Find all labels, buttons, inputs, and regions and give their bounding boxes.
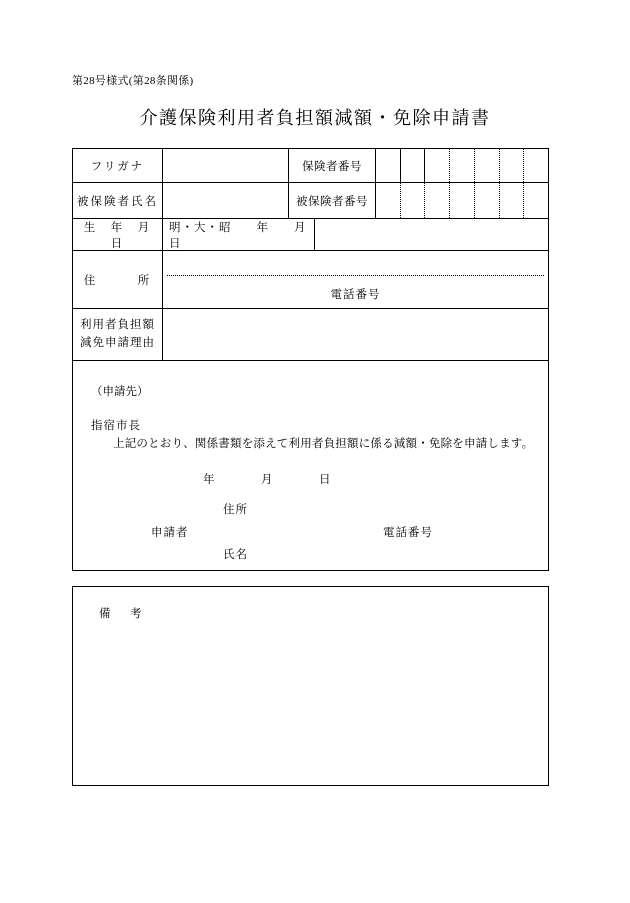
page-title: 介護保険利用者負担額減額・免除申請書 xyxy=(139,108,491,128)
application-table xyxy=(72,148,549,571)
reason-label xyxy=(73,309,163,360)
insured-name-label: 被保険者氏名 xyxy=(73,183,163,218)
furigana-value[interactable] xyxy=(163,149,288,182)
insured-number-box[interactable] xyxy=(401,183,426,218)
furigana-label: フリガナ xyxy=(73,149,163,182)
table-row-birthdate xyxy=(73,219,548,251)
destination-label: （申請先） xyxy=(91,386,149,398)
insured-number-box[interactable] xyxy=(475,183,500,218)
insured-number-box[interactable] xyxy=(425,183,450,218)
birthdate-extra[interactable] xyxy=(315,219,548,250)
applicant-label: 申請者 xyxy=(151,527,189,539)
applicant-name-label: 氏名 xyxy=(223,549,248,561)
insurer-number-label: 保険者番号 xyxy=(288,149,376,182)
address-label: 住 所 xyxy=(73,251,163,308)
statement-block xyxy=(73,361,548,570)
remarks-label: 備 考 xyxy=(99,608,146,620)
insured-number-label: 被保険者番号 xyxy=(288,183,376,218)
table-row-furigana xyxy=(73,149,548,183)
table-row-address xyxy=(73,251,548,309)
insured-number-box[interactable] xyxy=(524,183,548,218)
form-number: 第28号様式(第28条関係) xyxy=(72,75,194,87)
insurer-number-box[interactable] xyxy=(500,149,525,182)
insured-name-value[interactable] xyxy=(163,183,288,218)
reason-label-line2: 減免申請理由 xyxy=(80,336,155,349)
mayor-label: 指宿市長 xyxy=(91,420,141,432)
birthdate-label: 生 年 月 日 xyxy=(73,219,163,250)
applicant-telephone-label: 電話番号 xyxy=(383,527,433,539)
table-row-insured-name xyxy=(73,183,548,219)
insured-number-box[interactable] xyxy=(376,183,401,218)
reason-label-line1: 利用者負担額 xyxy=(80,319,155,332)
insurer-number-box[interactable] xyxy=(425,149,450,182)
insurer-number-box[interactable] xyxy=(376,149,401,182)
reason-value[interactable] xyxy=(163,309,548,360)
statement-text: 上記のとおり、関係書類を添えて利用者負担額に係る減額・免除を申請します。 xyxy=(113,438,534,450)
table-row-reason xyxy=(73,309,548,361)
insured-number-boxes[interactable] xyxy=(376,183,548,218)
statement-date[interactable]: 年 月 日 xyxy=(203,474,334,486)
insurer-number-box[interactable] xyxy=(450,149,475,182)
address-value[interactable] xyxy=(163,251,548,308)
insurer-number-boxes[interactable] xyxy=(376,149,548,182)
insured-number-box[interactable] xyxy=(500,183,525,218)
insurer-number-box[interactable] xyxy=(475,149,500,182)
applicant-address-label: 住所 xyxy=(223,504,248,516)
birthdate-value[interactable]: 明・大・昭 年 月 日 xyxy=(163,219,315,250)
telephone-label: 電話番号 xyxy=(330,289,381,301)
insurer-number-box[interactable] xyxy=(401,149,426,182)
remarks-box[interactable] xyxy=(72,586,549,786)
insured-number-box[interactable] xyxy=(450,183,475,218)
insurer-number-box[interactable] xyxy=(524,149,548,182)
address-divider xyxy=(167,275,544,276)
